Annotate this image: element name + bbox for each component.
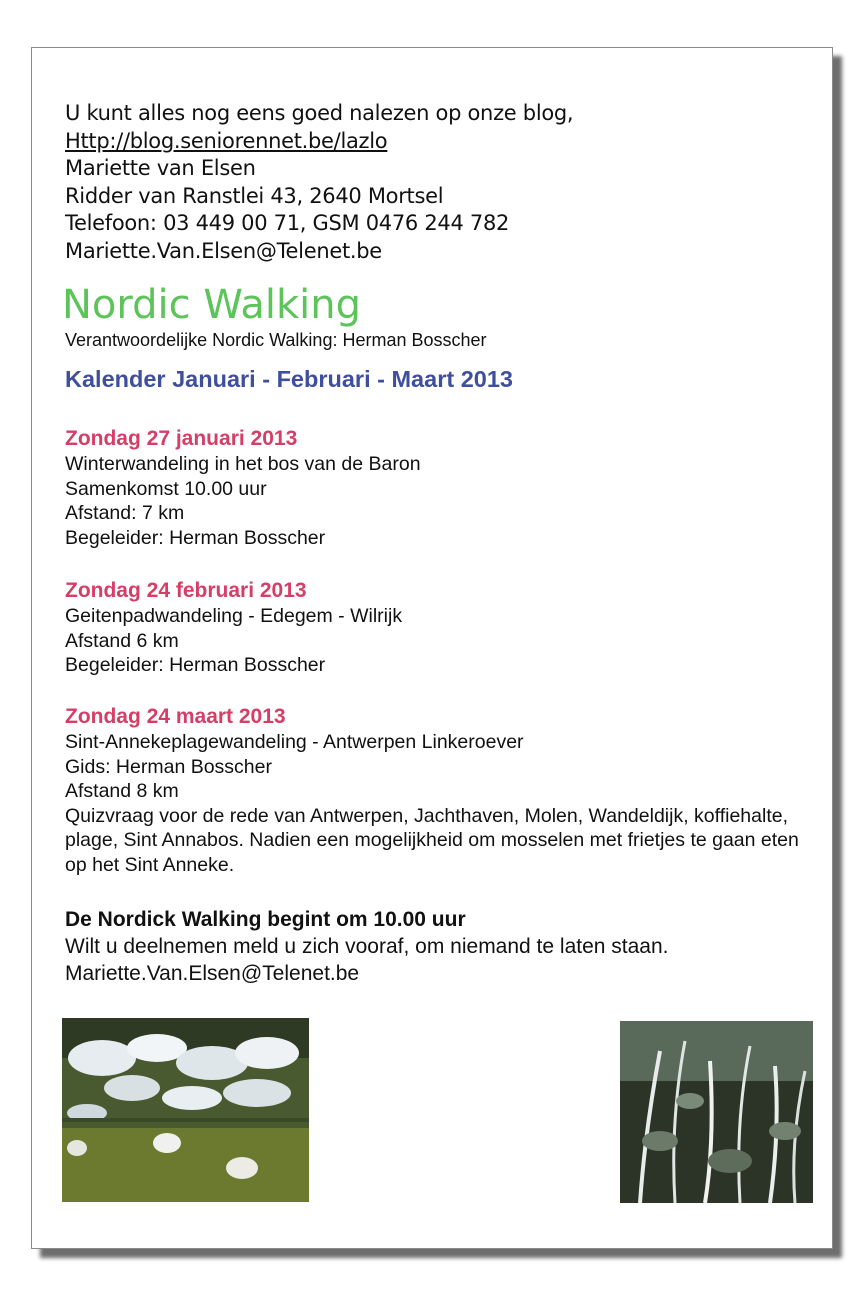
start-time-note: De Nordick Walking begint om 10.00 uur <box>65 908 466 931</box>
event-line: Afstand: 7 km <box>65 502 185 524</box>
event-line: Begeleider: Herman Bosscher <box>65 654 326 676</box>
event-description: Quizvraag voor de rede van Antwerpen, Jachthaven, Molen, Wandeldijk, koffiehalte, plage, Sint Annabos. Nadien een mogelijkheid om mosselen met frietjes te gaan eten op het Sint Anneke. <box>65 804 799 876</box>
blog-intro: U kunt alles nog eens goed nalezen op onze blog, <box>65 101 574 125</box>
event-line: Gids: Herman Bosscher <box>65 755 272 778</box>
closing-email: Mariette.Van.Elsen@Telenet.be <box>65 962 360 985</box>
event-date: Zondag 24 maart 2013 <box>65 705 286 728</box>
event-item <box>65 578 825 678</box>
contact-address: Ridder van Ranstlei 43, 2640 Mortsel <box>65 183 444 208</box>
event-date: Zondag 27 januari 2013 <box>65 427 298 450</box>
contact-block <box>65 100 573 265</box>
responsible-person: Verantwoordelijke Nordic Walking: Herman Bosscher <box>65 330 487 350</box>
event-line: Winterwandeling in het bos van de Baron <box>65 453 421 475</box>
event-line: Begeleider: Herman Bosscher <box>65 526 326 549</box>
flyer-page <box>31 47 833 1249</box>
closing-block <box>65 906 668 987</box>
event-item <box>65 426 825 550</box>
frosted-grass-photo <box>620 1021 813 1203</box>
event-line: Sint-Annekeplagewandeling - Antwerpen Linkeroever <box>65 731 524 753</box>
contact-email: Mariette.Van.Elsen@Telenet.be <box>65 238 382 263</box>
calendar-heading: Kalender Januari - Februari - Maart 2013 <box>65 366 513 392</box>
event-line: Geitenpadwandeling - Edegem - Wilrijk <box>65 605 403 627</box>
event-line: Afstand 8 km <box>65 780 179 802</box>
event-item <box>65 704 825 877</box>
snowy-plants-photo <box>62 1018 309 1202</box>
event-line: Afstand 6 km <box>65 629 179 652</box>
blog-link[interactable]: Http://blog.seniorennet.be/lazlo <box>65 128 388 153</box>
event-line: Samenkomst 10.00 uur <box>65 477 267 500</box>
contact-name: Mariette van Elsen <box>65 156 256 180</box>
registration-note: Wilt u deelnemen meld u zich vooraf, om niemand te laten staan. <box>65 935 669 958</box>
contact-phone: Telefoon: 03 449 00 71, GSM 0476 244 782 <box>65 211 510 235</box>
section-title: Nordic Walking <box>62 282 361 328</box>
event-date: Zondag 24 februari 2013 <box>65 579 307 602</box>
